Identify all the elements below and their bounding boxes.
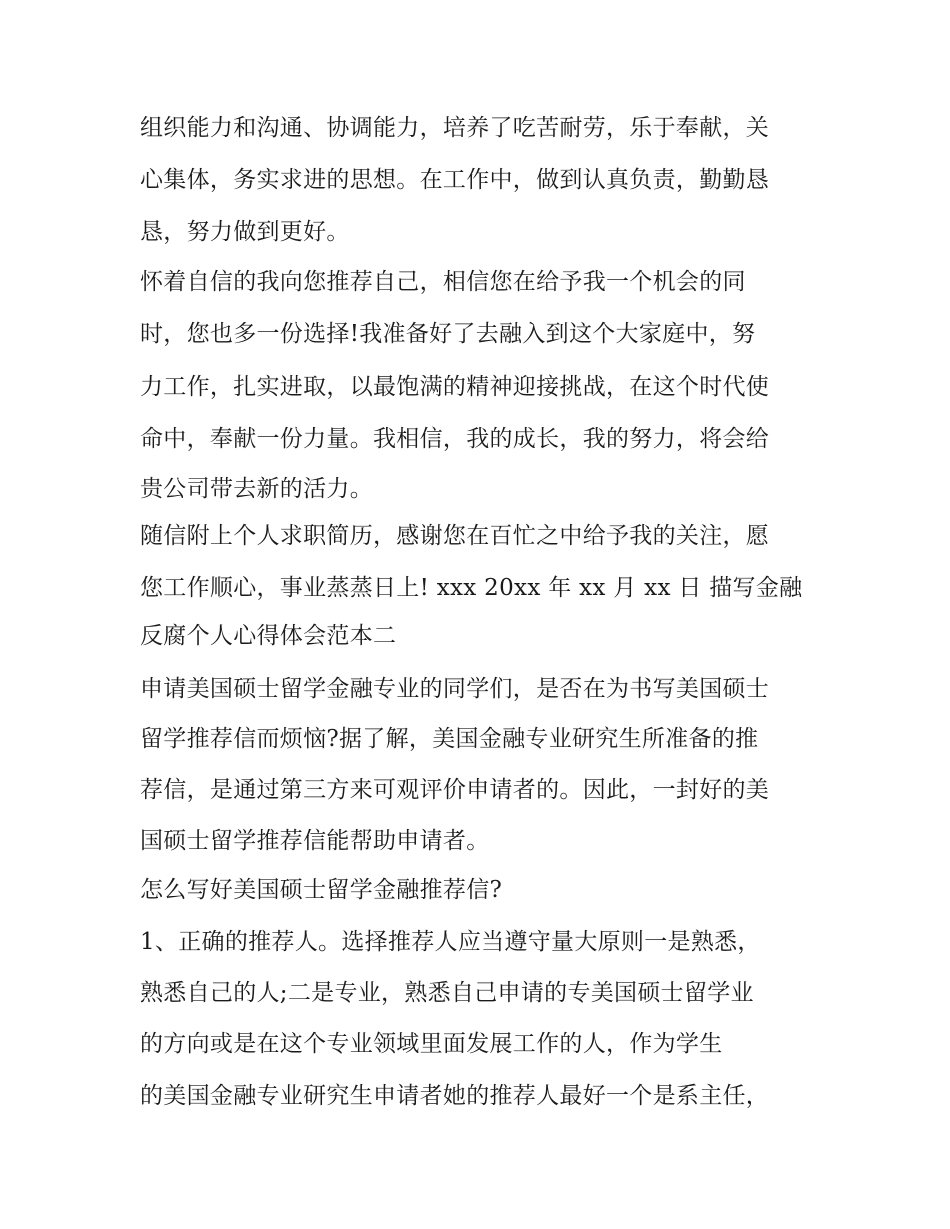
paragraph-line: 反腐个人心得体会范本二 xyxy=(140,623,397,649)
paragraph-line: 贵公司带去新的活力。 xyxy=(140,476,373,502)
paragraph-line: 的美国金融专业研究生申请者她的推荐人最好一个是系主任， xyxy=(140,1083,770,1109)
paragraph-line: 国硕士留学推荐信能帮助申请者。 xyxy=(140,828,490,854)
paragraph-line: 申请美国硕士留学金融专业的同学们，是否在为书写美国硕士 xyxy=(140,676,770,702)
paragraph-line: 心集体，务实求进的思想。在工作中，做到认真负责，勤勤恳 xyxy=(140,167,770,193)
paragraph-line: 的方向或是在这个专业领域里面发展工作的人，作为学生 xyxy=(140,1031,723,1057)
paragraph-line: 组织能力和沟通、协调能力，培养了吃苦耐劳，乐于奉献，关 xyxy=(140,115,770,141)
paragraph-line: 熟悉自己的人;二是专业，熟悉自己申请的专美国硕士留学业 xyxy=(140,980,754,1006)
paragraph-line: 恳，努力做到更好。 xyxy=(140,219,350,245)
paragraph-line: 怎么写好美国硕士留学金融推荐信? xyxy=(140,877,503,903)
paragraph-line: 怀着自信的我向您推荐自己，相信您在给予我一个机会的同 xyxy=(140,269,746,295)
paragraph-line: 时，您也多一份选择!我准备好了去融入到这个大家庭中，努 xyxy=(140,321,756,347)
paragraph-line: 命中，奉献一份力量。我相信，我的成长，我的努力，将会给 xyxy=(140,426,770,452)
paragraph-line: 荐信，是通过第三方来可观评价申请者的。因此，一封好的美 xyxy=(140,777,770,803)
paragraph-line: 随信附上个人求职简历，感谢您在百忙之中给予我的关注，愿 xyxy=(140,523,770,549)
paragraph-line: 留学推荐信而烦恼?据了解，美国金融专业研究生所准备的推 xyxy=(140,726,759,752)
paragraph-line: 1、正确的推荐人。选择推荐人应当遵守量大原则一是熟悉， xyxy=(140,929,761,955)
paragraph-line: 您工作顺心，事业蒸蒸日上! xxx 20xx 年 xx 月 xx 日 描写金融 xyxy=(140,575,803,601)
paragraph-line: 力工作，扎实进取，以最饱满的精神迎接挑战，在这个时代使 xyxy=(140,374,770,400)
